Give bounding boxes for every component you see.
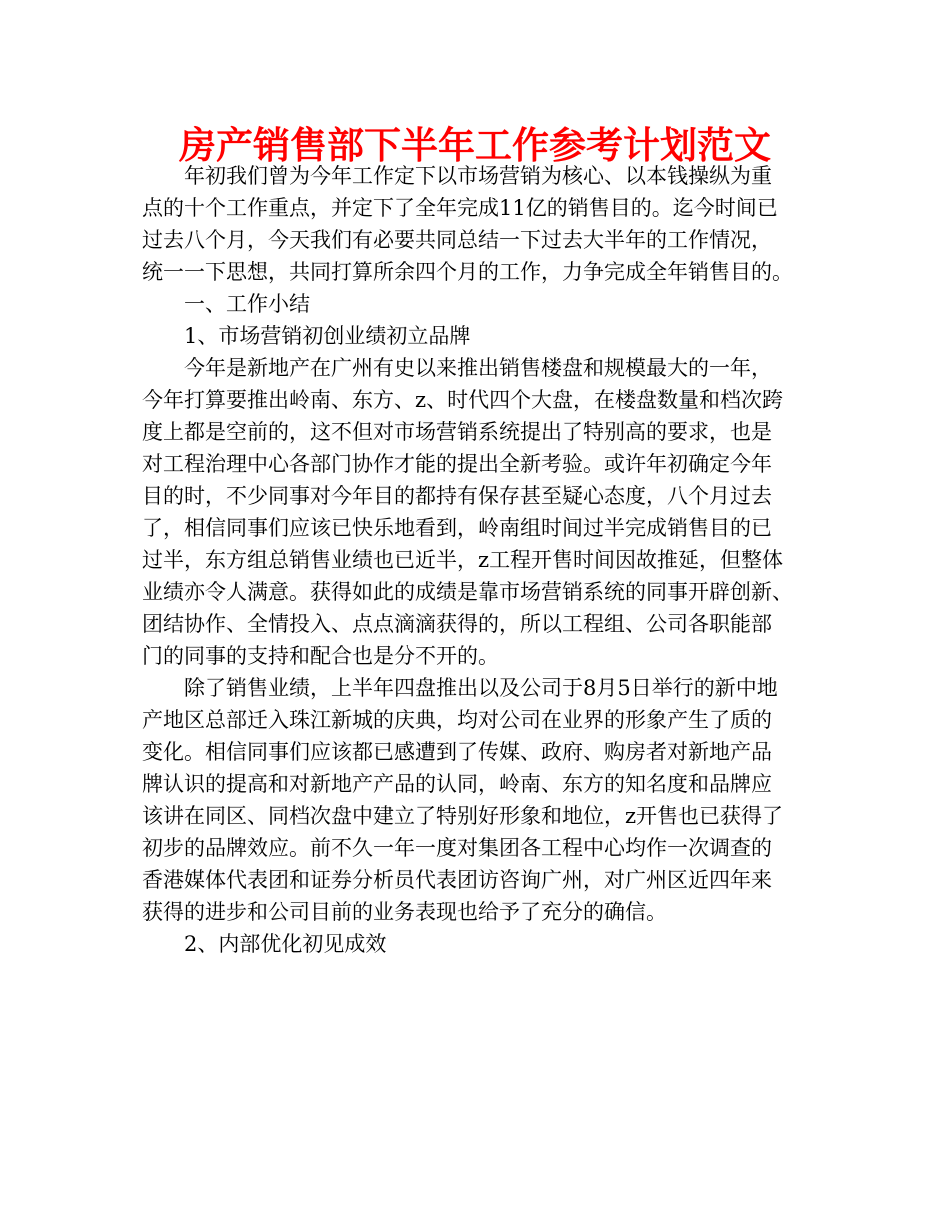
text-line: 年初我们曾为今年工作定下以市场营销为核心、以本钱操纵为重 [184, 164, 772, 188]
text-line: 牌认识的提高和对新地产产品的认同，岭南、东方的知名度和品牌应 [142, 772, 772, 796]
text-line: 统一一下思想，共同打算所余四个月的工作，力争完成全年销售目的。 [142, 260, 793, 284]
text-line: 过半，东方组总销售业绩也已近半，z工程开售时间因故推延，但整体 [142, 548, 784, 572]
text-line: 今年是新地产在广州有史以来推出销售楼盘和规模最大的一年， [184, 356, 772, 380]
text-line: 一、工作小结 [184, 292, 310, 316]
text-line: 点的十个工作重点，并定下了全年完成11亿的销售目的。迄今时间已 [142, 196, 778, 220]
text-line: 门的同事的支持和配合也是分不开的。 [142, 644, 499, 668]
text-line: 初步的品牌效应。前不久一年一度对集团各工程中心均作一次调查的 [142, 836, 772, 860]
document-body [142, 160, 832, 960]
text-line: 对工程治理中心各部门协作才能的提出全新考验。或许年初确定今年 [142, 452, 772, 476]
text-line: 除了销售业绩，上半年四盘推出以及公司于8月5日举行的新中地 [184, 676, 778, 700]
text-line: 香港媒体代表团和证券分析员代表团访咨询广州，对广州区近四年来 [142, 868, 772, 892]
text-line: 该讲在同区、同档次盘中建立了特别好形象和地位，z开售也已获得了 [142, 804, 784, 828]
text-line: 产地区总部迁入珠江新城的庆典，均对公司在业界的形象产生了质的 [142, 708, 772, 732]
text-line: 变化。相信同事们应该都已感遭到了传媒、政府、购房者对新地产品 [142, 740, 772, 764]
text-line: 业绩亦令人满意。获得如此的成绩是靠市场营销系统的同事开辟创新、 [142, 580, 793, 604]
document-title: 房产销售部下半年工作参考计划范文 [179, 124, 771, 167]
text-line: 度上都是空前的，这不但对市场营销系统提出了特别高的要求，也是 [142, 420, 772, 444]
text-line: 了，相信同事们应该已快乐地看到，岭南组时间过半完成销售目的已 [142, 516, 772, 540]
text-line: 过去八个月，今天我们有必要共同总结一下过去大半年的工作情况， [142, 228, 772, 252]
text-line: 团结协作、全情投入、点点滴滴获得的，所以工程组、公司各职能部 [142, 612, 772, 636]
text-line: 2、内部优化初见成效 [184, 932, 387, 956]
text-line: 今年打算要推出岭南、东方、z、时代四个大盘，在楼盘数量和档次跨 [142, 388, 784, 412]
text-line: 获得的进步和公司目前的业务表现也给予了充分的确信。 [142, 900, 667, 924]
text-line: 目的时，不少同事对今年目的都持有保存甚至疑心态度，八个月过去 [142, 484, 772, 508]
text-line: 1、市场营销初创业绩初立品牌 [184, 324, 471, 348]
